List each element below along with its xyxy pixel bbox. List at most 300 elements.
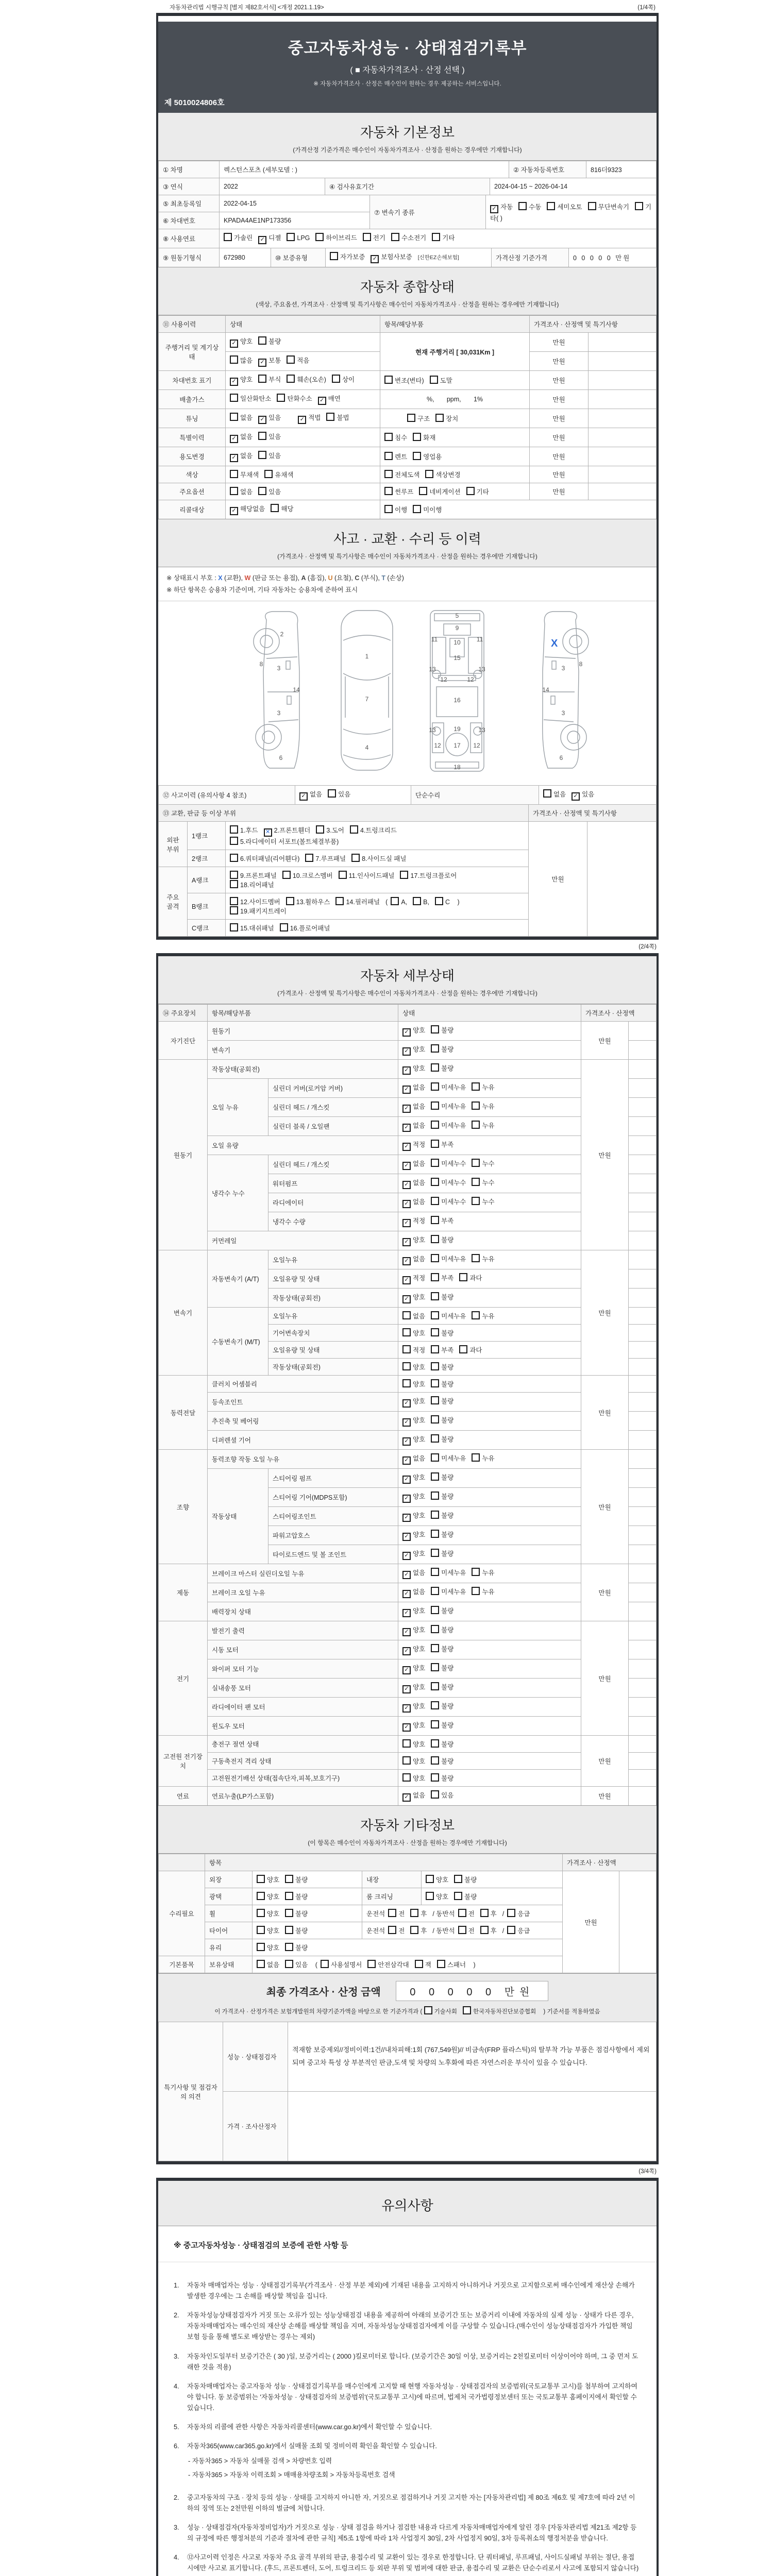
checkbox[interactable]: ✓ [402,1533,411,1541]
checkbox[interactable] [431,1292,439,1300]
checkbox[interactable] [454,1892,462,1900]
checkbox[interactable] [431,1178,439,1186]
checkbox[interactable] [257,1926,265,1934]
checkbox[interactable] [400,871,408,879]
checkbox[interactable]: ✓ [402,1276,411,1284]
checkbox-label: 도말 [440,377,452,384]
checkbox[interactable] [431,1492,439,1500]
checkbox[interactable] [407,414,415,422]
checkbox[interactable] [328,789,336,798]
cell: 오일누유 [268,1250,398,1269]
checkbox[interactable]: ✓ [402,1495,411,1503]
checkbox[interactable]: ✓ [402,1456,411,1465]
checkbox-label: 양호 [413,1474,426,1481]
checkbox[interactable] [431,1587,439,1595]
checkbox[interactable] [431,1790,439,1799]
checkbox[interactable]: ✓ [258,416,266,424]
price-cell: 만원 [581,1787,629,1806]
checkbox[interactable]: ✓ [402,1704,411,1713]
checkbox[interactable] [458,1926,466,1934]
cell [398,1564,581,1583]
checkbox[interactable] [431,1682,439,1690]
cell [398,1022,581,1041]
checkbox[interactable]: ✓ [402,1143,411,1151]
checkbox[interactable]: ✓ [402,1609,411,1617]
checkbox-label: 양호 [413,1398,426,1405]
checkbox[interactable] [326,413,334,421]
checkbox[interactable] [431,1121,439,1129]
checkbox[interactable] [287,375,295,383]
checkbox[interactable]: ✓ [230,507,238,515]
checkbox[interactable] [507,1926,515,1934]
checkbox[interactable] [230,906,238,914]
checkbox[interactable] [431,1415,439,1423]
cell [398,1431,581,1450]
checkbox[interactable] [351,854,360,862]
cell: 시동 모터 [208,1640,398,1659]
checkbox[interactable] [431,1362,439,1370]
checkbox[interactable]: ✓ [258,359,266,367]
checkbox[interactable]: ✓ [402,1666,411,1674]
checkbox[interactable] [635,202,643,210]
checkbox[interactable] [330,252,338,260]
checkbox[interactable]: ✓ [402,1124,411,1132]
checkbox[interactable] [384,487,393,495]
checkbox[interactable] [472,1178,480,1186]
checkbox-label: 불량 [441,1703,454,1710]
checkbox-label: 침수 [395,434,408,442]
cell [629,1621,657,1640]
checkbox[interactable] [431,1396,439,1404]
notice-item-text: ⑫사고이력 인정은 사고로 자동차 주요 골격 부위의 판금, 용접수리 및 교환이 있는 경우로 한정합니다. 단 쿼터패널, 루프패널, 사이드실패널 부위는 절단, 용접 시에만 사고로 표기합니다. (후드, 프론트펜더, 도어, 트렁크리드 등 외판 부위 및 범퍼에 대한 판금, 용접수리 및 교환은 단순수리로서 사고에 포함되지 않습니다) [187,2553,639,2572]
checkbox[interactable]: ✓ [299,792,308,801]
checkbox[interactable] [432,233,440,241]
cell [589,409,657,428]
notice-item-number: 4. [174,2382,179,2390]
table-row [159,1060,657,1079]
checkbox[interactable] [230,355,238,364]
cell: 제동 [159,1564,208,1621]
checkbox[interactable] [426,1875,434,1883]
checkbox[interactable] [431,1434,439,1443]
checkbox[interactable]: ✓ [402,1476,411,1484]
checkbox[interactable] [413,505,421,513]
field-label: ⑤ 최초등록일 [159,195,220,212]
checkbox[interactable] [425,470,433,478]
inspector-opinion-text: 적재함 보증제외//정비이력:1건//내차피해:1회 (767,549원)// 비금속(FRP 플라스틱)의 탈부착 가능 부품은 점검사항에서 제외되며 중고차 특성 상 부분적인 판금,도색 및 차량의 노후화에 따른 자연스러운 부식이 있을 수 있습니다. [288,2022,657,2092]
checkbox[interactable] [430,376,438,384]
cell [629,1393,657,1412]
checkbox[interactable]: ✓ [402,1514,411,1522]
checkbox[interactable] [280,923,288,931]
cell: C랭크 [188,920,226,937]
checkbox[interactable] [431,1345,439,1353]
checkbox[interactable] [257,1892,265,1900]
checkbox[interactable] [507,1909,515,1917]
checkbox[interactable] [480,1926,489,1934]
checkbox[interactable] [431,1773,439,1782]
checkbox[interactable] [437,1960,445,1968]
checkbox[interactable] [285,1892,293,1900]
checkbox-label: 양호 [413,1703,426,1710]
checkbox-label: 부족 [441,1347,454,1354]
checkbox[interactable] [384,376,393,384]
cell: 1랭크 [188,822,226,850]
section-title: 자동차 기본정보 [360,125,455,140]
checkbox[interactable] [388,1926,396,1934]
inline-text: 운전석 [366,1910,385,1918]
checkbox[interactable] [230,880,238,888]
checkbox[interactable] [402,1345,411,1353]
checkbox[interactable] [431,1739,439,1748]
section-subtitle: (색상, 주요옵션, 가격조사 · 산정액 및 특기사항은 매수인이 자동차가격조사 · 산정을 원하는 경우에만 기재합니다) [256,301,559,308]
checkbox[interactable] [431,1472,439,1481]
checkbox[interactable] [350,825,358,834]
cell: 스티어링 기어(MDPS포함) [268,1488,398,1507]
cell [398,1098,581,1117]
checkbox[interactable] [384,433,393,441]
cell [226,371,380,390]
checkbox[interactable] [230,923,238,931]
checkbox[interactable] [402,1311,411,1319]
checkbox[interactable] [287,355,295,364]
checkbox[interactable] [431,1044,439,1053]
checkbox[interactable]: ✓ [402,1571,411,1579]
checkbox[interactable] [384,452,393,460]
checkbox-label: 미세누유 [441,1455,466,1462]
checkbox[interactable] [472,1121,480,1129]
checkbox[interactable] [472,1159,480,1167]
checkbox[interactable] [431,1063,439,1072]
checkbox[interactable]: ✓ [402,1086,411,1094]
checkbox[interactable]: ✓ [402,1723,411,1732]
checkbox[interactable]: ✓ [402,1647,411,1655]
checkbox[interactable] [480,1909,489,1917]
checkbox[interactable] [431,1530,439,1538]
cell [629,1325,657,1342]
checkbox[interactable] [472,1101,480,1110]
checkbox-label: 세미오토 [557,203,582,211]
checkbox[interactable]: ✓ [402,1793,411,1802]
cell [226,893,529,920]
checkbox[interactable] [410,1909,418,1917]
notice-subitems [188,2455,437,2480]
checkbox-label: 전 [468,1910,475,1918]
checkbox[interactable]: ✓ [402,1028,411,1037]
checkbox[interactable] [472,1082,480,1091]
checkbox[interactable] [258,451,266,459]
checkbox[interactable]: ✓ [402,1257,411,1265]
checkbox-label: 썬루프 [395,488,414,496]
checkbox[interactable]: ✓ [402,1200,411,1208]
checkbox[interactable] [305,854,313,862]
checkbox[interactable] [415,1960,423,1968]
checkbox[interactable]: ✓ [402,1437,411,1446]
diagram-part-number: 7 [365,696,369,703]
checkbox[interactable]: ✓ [402,1181,411,1189]
checkbox[interactable]: ✓ [402,1105,411,1113]
checkbox[interactable] [230,871,238,879]
checkbox[interactable] [413,897,421,905]
checkbox[interactable] [367,1960,376,1968]
checkbox[interactable] [285,1926,293,1934]
checkbox[interactable]: ✓ [402,1066,411,1075]
checkbox[interactable] [285,1909,293,1917]
cell [398,1545,581,1564]
checkbox[interactable] [230,394,238,402]
checkbox[interactable] [402,1756,411,1765]
checkbox[interactable] [230,854,238,862]
checkbox[interactable]: ✕ [264,828,272,837]
checkbox[interactable] [224,233,232,241]
checkbox-label: 8.사이드실 패널 [362,855,407,862]
checkbox[interactable] [258,487,266,495]
checkbox[interactable]: ✓ [572,792,580,801]
cell: 단순수리 [411,786,539,805]
checkbox[interactable] [316,825,324,834]
checkbox[interactable]: ✓ [402,1685,411,1693]
checkbox[interactable] [459,1273,467,1281]
cell [398,1117,581,1136]
checkbox[interactable] [431,1328,439,1336]
checkbox[interactable] [472,1197,480,1205]
checkbox[interactable] [431,1159,439,1167]
checkbox[interactable] [277,394,285,402]
checkbox-label: 없음 [240,488,253,496]
checkbox[interactable] [431,1254,439,1262]
checkbox-label: 누유 [482,1588,495,1596]
checkbox[interactable] [285,1875,293,1883]
section-title: 자동차 기타정보 [360,1818,455,1833]
page-marker-1: (1/4쪽) [637,5,656,11]
checkbox[interactable] [431,1140,439,1148]
checkbox[interactable] [258,375,266,383]
checkbox[interactable] [459,1345,467,1353]
checkbox[interactable] [402,1379,411,1387]
checkbox[interactable] [472,1311,480,1319]
checkbox[interactable] [431,1720,439,1728]
checkbox[interactable] [426,1892,434,1900]
checkbox[interactable] [419,487,427,495]
checkbox[interactable] [454,1875,462,1883]
diagram-part-number: 13 [478,666,485,673]
cell [253,1956,563,1973]
checkbox[interactable] [402,1739,411,1748]
checkbox[interactable] [431,1235,439,1243]
cell [629,1079,657,1098]
diagram-part-number: 14 [542,686,549,693]
checkbox[interactable] [431,1082,439,1091]
checkbox[interactable] [431,1701,439,1709]
checkbox[interactable]: ✓ [230,454,238,462]
cell [398,1376,581,1393]
checkbox[interactable] [321,1960,329,1968]
checkbox[interactable] [424,2006,432,2014]
checkbox[interactable] [431,1756,439,1765]
checkbox[interactable] [431,1101,439,1110]
checkbox[interactable] [230,487,238,495]
checkbox[interactable] [431,1197,439,1205]
cell: 변속기 [159,1250,208,1376]
checkbox[interactable] [431,1644,439,1652]
checkbox[interactable] [472,1568,480,1576]
checkbox[interactable] [332,375,340,383]
checkbox-label: 양호 [413,1665,426,1672]
checkbox[interactable] [402,1773,411,1782]
cell [629,1753,657,1770]
checkbox[interactable] [413,433,421,441]
cell: 스티어링조인트 [268,1507,398,1526]
checkbox-label: 17.트렁크플로어 [410,872,457,879]
checkbox[interactable] [339,871,347,879]
checkbox[interactable] [230,825,238,834]
checkbox[interactable] [335,897,344,905]
checkbox[interactable]: ✓ [402,1219,411,1227]
checkbox[interactable]: ✓ [402,1418,411,1427]
checkbox[interactable] [285,1943,293,1951]
checkbox[interactable] [431,1311,439,1319]
checkbox[interactable]: ✓ [371,255,379,263]
checkbox-label: 미세누유 [441,1588,466,1596]
notice-item [174,2351,639,2372]
checkbox[interactable] [431,1625,439,1633]
checkbox[interactable] [543,789,551,798]
checkbox-label: 응급 [517,1910,530,1918]
checkbox[interactable] [264,470,273,478]
checkbox[interactable]: ✓ [402,1628,411,1636]
cell: 자기진단 [159,1022,208,1060]
legend-text: (부식), [359,574,382,582]
checkbox[interactable] [431,1549,439,1557]
checkbox[interactable] [286,897,294,905]
checkbox[interactable] [431,1511,439,1519]
checkbox-label: 양호 [413,1065,426,1072]
checkbox-label: 양호 [413,1626,426,1634]
checkbox[interactable] [402,1328,411,1336]
checkbox[interactable] [257,1943,265,1951]
document-header [158,18,657,113]
checkbox[interactable] [315,233,324,241]
checkbox[interactable] [588,202,596,210]
checkbox[interactable] [287,233,295,241]
checkbox[interactable] [472,1587,480,1595]
cell [629,1098,657,1117]
checkbox[interactable]: ✓ [298,416,306,424]
checkbox[interactable] [466,487,475,495]
final-note-text: ) 기준서를 적용하였음 [542,2009,600,2015]
cell [629,1342,657,1359]
checkbox[interactable]: ✓ [258,236,266,244]
checkbox[interactable]: ✓ [402,1238,411,1246]
field-label: ④ 검사유효기간 [325,178,490,195]
checkbox[interactable]: ✓ [230,378,238,386]
checkbox[interactable] [431,1273,439,1281]
checkbox[interactable] [230,837,238,845]
checkbox-label: 있음 [268,452,281,460]
checkbox[interactable] [431,1025,439,1033]
field-label: ② 자동차등록번호 [509,161,586,178]
checkbox[interactable]: ✓ [402,1399,411,1408]
cell [629,1212,657,1231]
diagram-part-number: 13 [429,726,436,734]
checkbox[interactable] [431,1663,439,1671]
header-cell: 가격조사 · 산정액 [563,1854,657,1871]
table-header-row [159,1005,657,1022]
cell [398,1659,581,1679]
checkbox-label: 양호 [413,1493,426,1500]
checkbox[interactable] [413,452,421,460]
checkbox-label: 미세누수 [441,1198,466,1206]
checkbox[interactable] [431,1379,439,1387]
checkbox[interactable] [431,1216,439,1224]
checkbox[interactable] [435,414,444,422]
checkbox[interactable] [271,504,279,512]
checkbox[interactable] [230,470,238,478]
inline-text: / 동반석 [432,1927,455,1935]
price-cell: 만원 [529,822,587,937]
checkbox[interactable] [285,1960,293,1968]
checkbox[interactable] [431,1453,439,1462]
checkbox[interactable] [547,202,555,210]
checkbox[interactable] [384,505,393,513]
inline-text: 운전석 [366,1927,385,1935]
checkbox[interactable]: ✓ [402,1295,411,1303]
checkbox[interactable] [472,1453,480,1462]
checkbox[interactable] [458,1909,466,1917]
checkbox[interactable]: ✓ [402,1552,411,1560]
checkbox[interactable] [258,336,266,345]
checkbox[interactable]: ✓ [402,1162,411,1170]
checkbox[interactable] [384,470,393,478]
checkbox[interactable] [257,1960,265,1968]
checkbox[interactable] [388,1909,396,1917]
checkbox[interactable] [258,432,266,440]
table-row [159,2022,657,2092]
checkbox[interactable] [230,413,238,421]
checkbox[interactable]: ✓ [402,1047,411,1056]
checkbox[interactable] [402,1362,411,1370]
checkbox[interactable]: ✓ [490,205,498,213]
checkbox-label: 양호 [267,1944,280,1952]
checkbox[interactable] [391,233,399,241]
cell [226,822,529,850]
checkbox[interactable] [435,897,443,905]
checkbox-label: 적정 [413,1217,426,1225]
checkbox[interactable] [431,1568,439,1576]
checkbox[interactable] [463,2006,471,2014]
cell [398,1250,581,1269]
checkbox[interactable] [282,871,291,879]
checkbox-label: 불량 [295,1876,308,1884]
checkbox[interactable] [472,1254,480,1262]
checkbox[interactable] [410,1926,418,1934]
checkbox[interactable]: ✓ [318,397,326,405]
checkbox[interactable] [431,1606,439,1614]
checkbox[interactable]: ✓ [230,435,238,443]
checkbox[interactable] [230,897,238,905]
table-row [159,466,657,483]
checkbox[interactable] [363,233,371,241]
checkbox-label: 구조 [417,415,430,422]
checkbox[interactable]: ✓ [230,340,238,348]
checkbox[interactable]: ✓ [402,1590,411,1598]
checkbox[interactable] [391,897,399,905]
checkbox[interactable] [257,1875,265,1883]
checkbox[interactable] [257,1909,265,1917]
checkbox-label: 불량 [441,1294,454,1301]
checkbox-label: 9.프론트패널 [240,872,277,879]
checkbox[interactable] [518,202,527,210]
